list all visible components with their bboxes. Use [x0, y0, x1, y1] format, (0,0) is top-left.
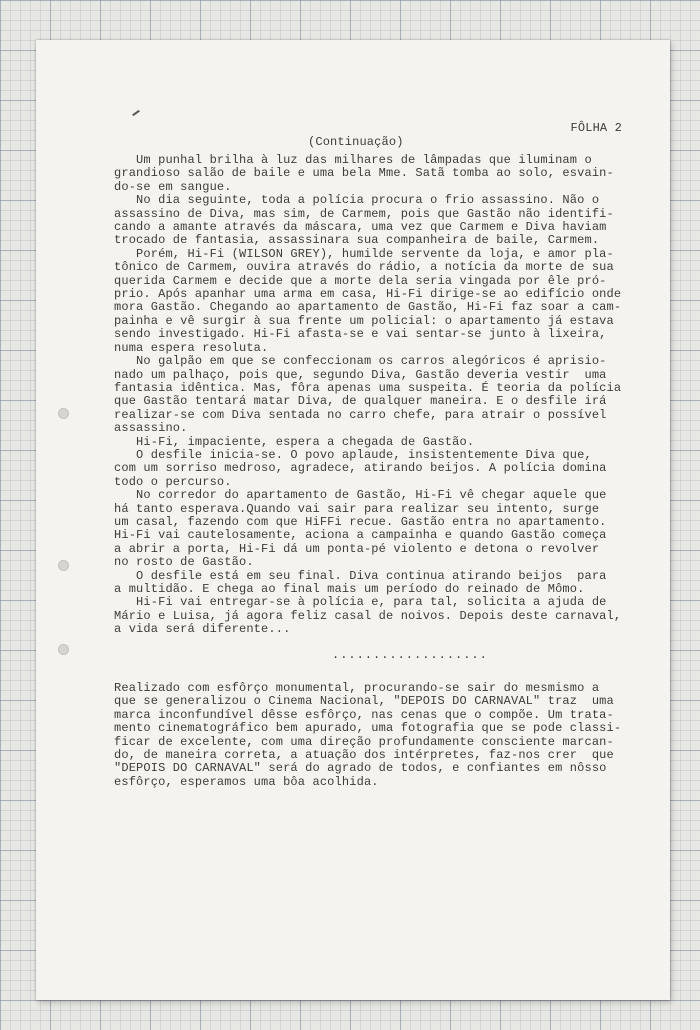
text-line: O desfile inicia-se. O povo aplaude, insistentemente Diva que,	[114, 447, 592, 462]
text-line: Porém, Hi-Fi (WILSON GREY), humilde servente da loja, e amor pla-	[114, 246, 614, 261]
document-page	[36, 40, 670, 1000]
closing-text-line: do, de maneira correta, a atuação dos intérpretes, faz-nos crer que	[114, 748, 614, 763]
text-line: Um punhal brilha à luz das milhares de lâmpadas que iluminam o	[114, 153, 592, 167]
text-line: tônico de Carmem, ouvira através do rádio, a notícia da morte de sua	[114, 260, 614, 275]
text-line: Hi-Fi, impaciente, espera a chegada de Gastão.	[114, 434, 475, 449]
closing-text-line: Realizado com esfôrço monumental, procurando-se sair do mesmismo a	[114, 681, 600, 696]
separator-dots: ...................	[332, 647, 488, 662]
text-line: Hi-Fi vai cautelosamente, aciona a campainha e quando Gastão começa	[114, 528, 607, 543]
text-line: a multidão. E chega ao final mais um período do reinado de Mômo.	[114, 582, 585, 596]
punch-hole	[58, 644, 69, 655]
text-line: do-se em sangue.	[114, 179, 232, 194]
text-line: numa espera resoluta.	[114, 340, 269, 355]
text-line: a abrir a porta, Hi-Fi dá um ponta-pé violento e detona o revolver	[114, 541, 600, 556]
synopsis-body	[114, 154, 648, 637]
text-line: Hi-Fi vai entregar-se à polícia e, para tal, solicita a ajuda de	[114, 595, 607, 610]
text-line: painha e vê surgir à sua frente um policial: o apartamento já estava	[114, 313, 614, 328]
punch-hole	[58, 408, 69, 419]
text-line: No corredor do apartamento de Gastão, Hi-Fi vê chegar aquele que	[114, 488, 607, 503]
text-line: O desfile está em seu final. Diva continua atirando beijos para	[114, 568, 607, 583]
text-line: fantasia idêntica. Mas, fôra apenas uma suspeita. É teoria da polícia	[114, 380, 622, 395]
text-line: No galpão em que se confeccionam os carros alegóricos é aprisio-	[114, 354, 607, 369]
text-line: assassino.	[114, 421, 188, 436]
text-line: nado um palhaço, pois que, segundo Diva, Gastão deveria vestir uma	[114, 367, 607, 382]
closing-paragraph	[114, 682, 648, 789]
continuation-label: (Continuação)	[308, 135, 404, 149]
text-line: todo o percurso.	[114, 474, 232, 489]
closing-text-line: marca inconfundível dêsse esfôrço, nas cenas que o compõe. Um trata-	[114, 707, 614, 722]
sheet-number: FÔLHA 2	[570, 121, 622, 135]
text-line: no rosto de Gastão.	[114, 555, 254, 570]
text-line: prio. Após apanhar uma arma em casa, Hi-Fi dirige-se ao edifício onde	[114, 287, 622, 302]
text-line: a vida será diferente...	[114, 622, 291, 637]
text-line: sendo investigado. Hi-Fi afasta-se e vai sentar-se junto à lixeira,	[114, 327, 607, 342]
closing-text-line: ficar de excelente, com uma direção profundamente consciente marcan-	[114, 734, 614, 749]
text-line: assassino de Diva, mas sim, de Carmem, pois que Gastão não identifi-	[114, 206, 614, 221]
text-line: mora Gastão. Chegando ao apartamento de Gastão, Hi-Fi faz soar a cam-	[114, 300, 622, 315]
text-line: realizar-se com Diva sentada no carro chefe, para atrair o possível	[114, 407, 607, 422]
text-line: trocado de fantasia, assassinara sua companheira de baile, Carmem.	[114, 233, 600, 248]
text-line: No dia seguinte, toda a polícia procura o frio assassino. Não o	[114, 193, 600, 208]
closing-text-line: que se generalizou o Cinema Nacional, "DEPOIS DO CARNAVAL" traz uma	[114, 694, 614, 709]
text-line: querida Carmem e decide que a morte dela seria vingada por êle pró-	[114, 273, 607, 288]
text-line: grandioso salão de baile e uma bela Mme. Satã tomba ao solo, esvain-	[114, 166, 614, 181]
text-line: um casal, fazendo com que HiFFi recue. Gastão entra no apartamento.	[114, 514, 607, 529]
closing-text-line: "DEPOIS DO CARNAVAL" será do agrado de todos, e confiantes em nôsso	[114, 761, 607, 776]
closing-text-line: esfôrço, esperamos uma bôa acolhida.	[114, 774, 379, 789]
closing-text-line: mento cinematográfico bem apurado, uma fotografia que se pode classi-	[114, 721, 622, 736]
text-line: que Gastão tentará matar Diva, de qualquer maneira. E o desfile irá	[114, 394, 607, 409]
text-line: há tanto esperava.Quando vai sair para realizar seu intento, surge	[114, 501, 600, 516]
page-header	[114, 110, 648, 154]
text-line: Mário e Luisa, já agora feliz casal de noivos. Depois deste carnaval,	[114, 608, 622, 623]
punch-hole	[58, 560, 69, 571]
text-line: com um sorriso medroso, agradece, atirando beijos. A polícia domina	[114, 461, 607, 476]
text-line: cando a amante através da máscara, uma vez que Carmem e Diva haviam	[114, 220, 607, 235]
typewritten-text	[114, 110, 648, 789]
